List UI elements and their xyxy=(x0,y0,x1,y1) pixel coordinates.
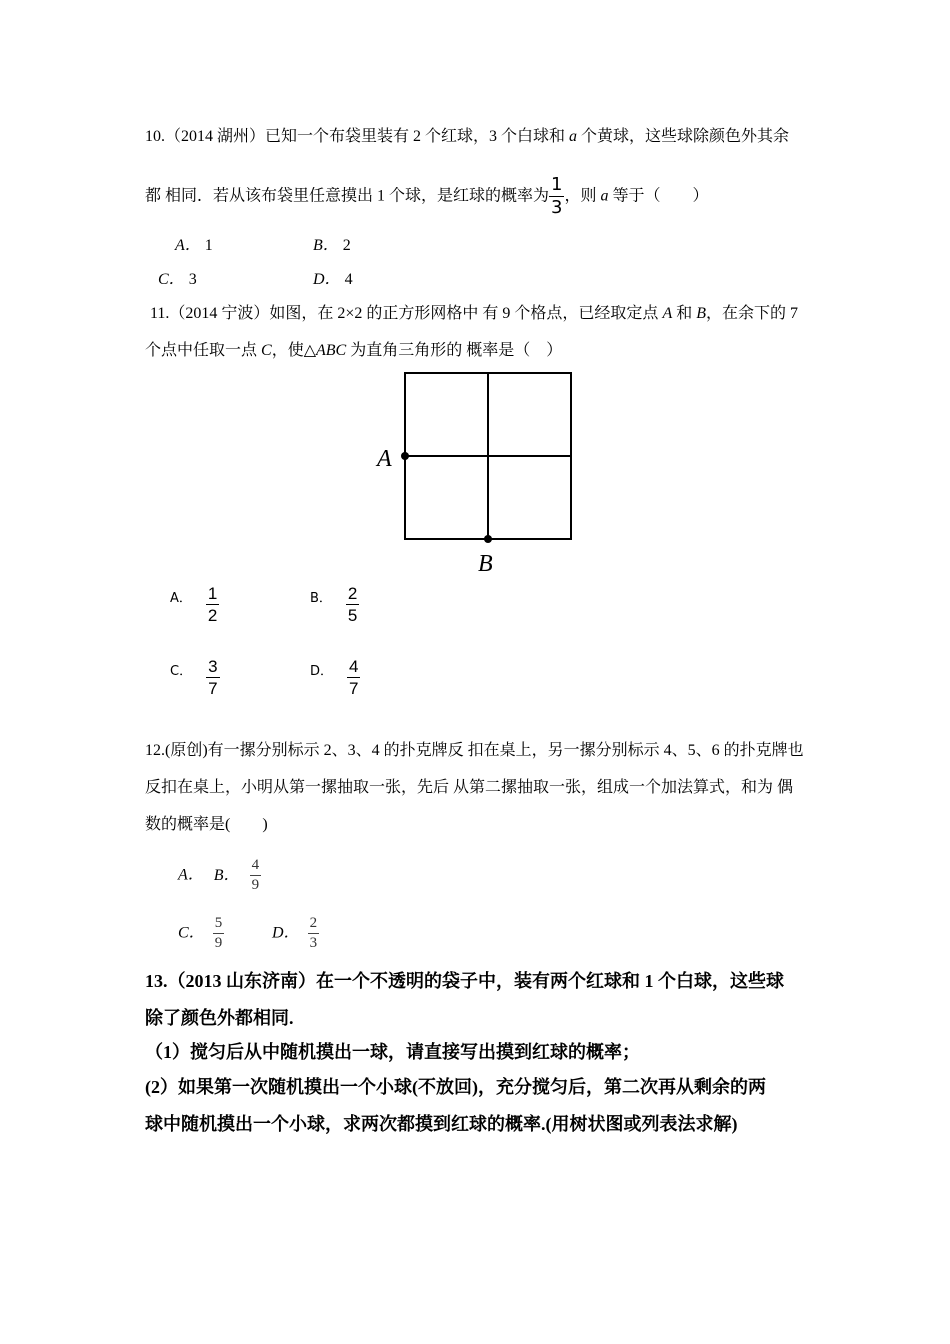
q10-line2 xyxy=(145,176,709,217)
q11-var-a: A xyxy=(662,305,673,322)
q11-line1 xyxy=(150,304,798,324)
q11-line1-mid: 和 xyxy=(672,305,697,322)
q10-option-b xyxy=(313,236,351,256)
frac-den: 7 xyxy=(349,679,359,698)
option-value: 2 xyxy=(342,237,351,254)
option-label: A． xyxy=(178,866,204,884)
point-a-dot xyxy=(401,452,409,460)
frac-num: 2 xyxy=(347,584,358,603)
frac-den: 5 xyxy=(347,606,358,625)
option-label: A． xyxy=(170,591,192,606)
q11-line1-text1: 11.（2014 宁波）如图，在 2×2 的正方形网格中 有 9 个格点，已经取定点 xyxy=(150,305,663,322)
q11-line2-text3: 为直角三角形的 概率是（ ） xyxy=(346,342,563,359)
q10-var-a2: a xyxy=(600,187,609,205)
q10-frac-den: 3 xyxy=(551,197,563,218)
point-b-dot xyxy=(484,535,492,543)
frac-num: 1 xyxy=(207,584,218,603)
q10-line2-text2: ，则 xyxy=(564,187,601,205)
option-label: D． xyxy=(272,924,300,942)
point-b-label: B xyxy=(478,551,493,577)
frac-num: 4 xyxy=(349,657,359,676)
q10-line1 xyxy=(145,127,789,147)
option-label: A． xyxy=(175,237,201,254)
option-label: C． xyxy=(170,664,193,679)
frac-num: 2 xyxy=(308,916,320,934)
frac-den: 3 xyxy=(309,935,318,951)
q11-var-b: B xyxy=(696,305,707,322)
q10-line1-text1: 10.（2014 湖州）已知一个布袋里装有 2 个红球，3 个白球和 xyxy=(145,128,570,145)
q11-line1-text2: ，在余下的 7 xyxy=(706,305,799,322)
q11-option-a xyxy=(170,585,219,624)
q10-option-d xyxy=(313,270,353,290)
grid-figure xyxy=(370,365,585,580)
option-fraction xyxy=(346,585,359,624)
option-label: B． xyxy=(313,237,339,254)
option-label: C． xyxy=(158,271,185,288)
option-label: C． xyxy=(178,924,205,942)
q11-option-d xyxy=(310,658,360,697)
q10-line1-text2: 个黄球，这些球除颜色外其余 xyxy=(577,128,790,145)
frac-den: 7 xyxy=(208,679,218,698)
q11-var-c: C xyxy=(261,342,272,359)
q10-fraction xyxy=(549,176,564,217)
q10-option-a xyxy=(175,236,213,256)
option-fraction xyxy=(206,658,219,697)
q13-line5: 球中随机摸出一个小球，求两次都摸到红球的概率.(用树状图或列表法求解) xyxy=(145,1114,738,1134)
q12-option-ab xyxy=(178,858,261,893)
option-value: 3 xyxy=(188,271,197,288)
q10-frac-num: 1 xyxy=(551,174,563,195)
q12-option-c xyxy=(178,916,224,951)
q11-option-b xyxy=(310,585,359,624)
q10-option-c xyxy=(158,270,197,290)
q12-line2: 反扣在桌上，小明从第一摞抽取一张，先后 从第二摞抽取一张，组成一个加法算式，和为 偶 xyxy=(145,779,794,796)
option-fraction xyxy=(213,916,225,951)
option-label: D． xyxy=(310,664,334,679)
option-fraction xyxy=(308,916,320,951)
frac-den: 9 xyxy=(214,935,223,951)
q13-line2: 除了颜色外都相同. xyxy=(145,1008,294,1028)
q12-line3: 数的概率是( ) xyxy=(145,816,268,833)
option-fraction xyxy=(250,858,262,893)
q13-line3: （1）搅匀后从中随机摸出一球，请直接写出摸到红球的概率； xyxy=(145,1042,640,1062)
q10-line2-text3: 等于（ ） xyxy=(608,187,709,205)
q11-line2-text1: 个点中任取一点 xyxy=(145,342,262,359)
option-fraction xyxy=(206,585,219,624)
point-a-label: A xyxy=(377,446,392,472)
option-label: B． xyxy=(213,866,240,884)
option-label: B． xyxy=(310,591,332,606)
q11-var-abc: ABC xyxy=(316,342,347,359)
option-value: 4 xyxy=(344,271,353,288)
q10-line2-text1: 都 相同．若从该布袋里任意摸出 1 个球，是红球的概率为 xyxy=(145,187,550,205)
frac-den: 9 xyxy=(251,877,260,893)
q13-line4: (2）如果第一次随机摸出一个小球(不放回)，充分搅匀后，第二次再从剩余的两 xyxy=(145,1077,766,1097)
q12-line1: 12.(原创)有一摞分别标示 2、3、4 的扑克牌反 扣在桌上，另一摞分别标示 4、5、6 的扑克牌也 xyxy=(145,742,804,759)
frac-den: 2 xyxy=(207,606,218,625)
q11-option-c xyxy=(170,658,220,697)
frac-num: 5 xyxy=(213,916,225,934)
q13-line1: 13.（2013 山东济南）在一个不透明的袋子中，装有两个红球和 1 个白球，这些球 xyxy=(145,971,784,991)
q12-option-d xyxy=(272,916,319,951)
q10-var-a: a xyxy=(569,128,578,145)
frac-num: 4 xyxy=(250,858,262,876)
frac-num: 3 xyxy=(208,657,218,676)
q11-line2 xyxy=(145,341,562,361)
q11-line2-text2: ，使△ xyxy=(271,342,316,359)
option-fraction xyxy=(347,658,360,697)
option-label: D． xyxy=(313,271,341,288)
option-value: 1 xyxy=(204,237,213,254)
